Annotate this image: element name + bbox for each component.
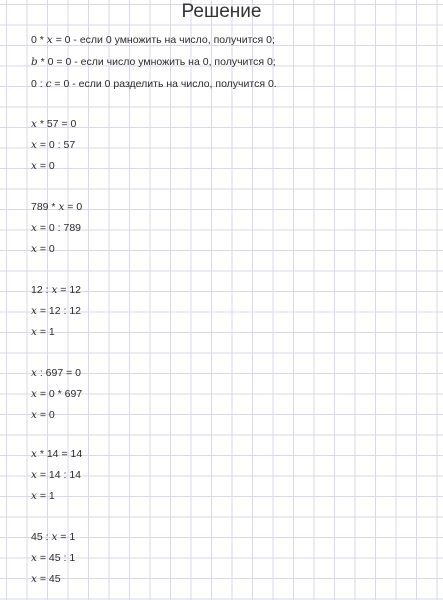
equation-line: x = 45 [31, 573, 61, 585]
rule-line: 0 * x = 0 - если 0 умножить на число, получится 0; [31, 34, 275, 46]
equation-line: x = 0 [31, 243, 55, 255]
equation-line: x = 14 : 14 [31, 469, 81, 481]
equation-line: x = 0 : 789 [31, 222, 81, 234]
equation-line: x = 45 : 1 [31, 552, 76, 564]
rule-line: b * 0 = 0 - если число умножить на 0, получится 0; [31, 56, 276, 68]
equation-line: 12 : x = 12 [31, 284, 82, 296]
equation-line: x = 12 : 12 [31, 305, 81, 317]
equation-line: x * 57 = 0 [31, 118, 77, 130]
equation-line: x = 1 [31, 326, 55, 338]
equation-line: x = 0 * 697 [31, 388, 83, 400]
equation-line: x * 14 = 14 [31, 448, 83, 460]
equation-line: x = 0 [31, 160, 55, 172]
equation-line: x : 697 = 0 [31, 367, 81, 379]
equation-line: 789 * x = 0 [31, 201, 83, 213]
equation-line: 45 : x = 1 [31, 531, 76, 543]
equation-line: x = 1 [31, 490, 55, 502]
page-title: Решение [181, 1, 262, 22]
rule-line: 0 : c = 0 - если 0 разделить на число, получится 0. [31, 78, 277, 90]
equation-line: x = 0 [31, 409, 55, 421]
equation-line: x = 0 : 57 [31, 139, 76, 151]
